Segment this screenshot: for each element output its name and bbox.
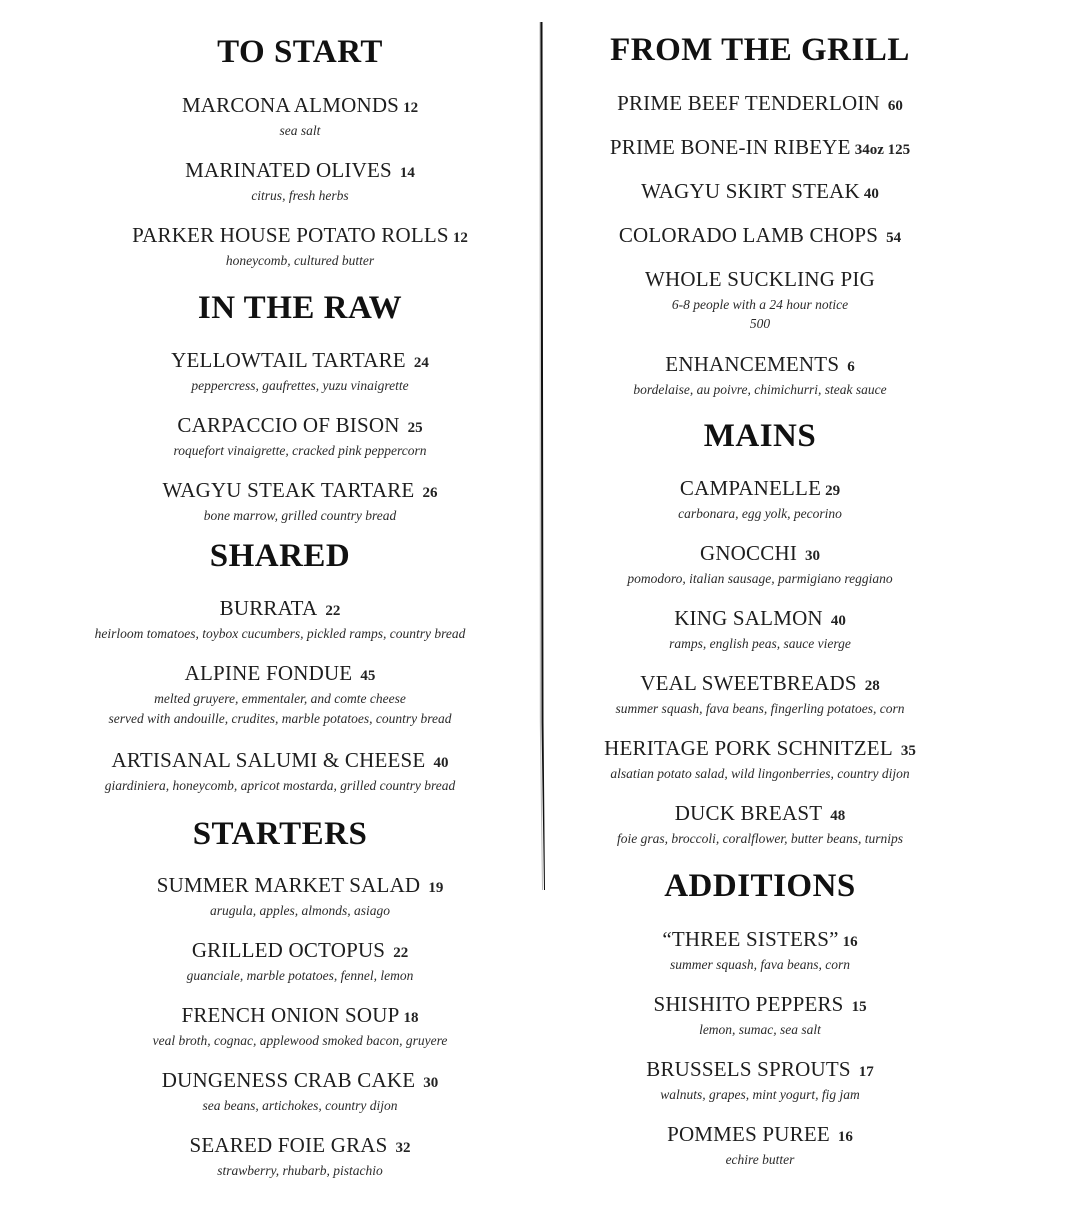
item-name: GRILLED OCTOPUS (191, 938, 386, 962)
item-name: ALPINE FONDUE (184, 661, 353, 685)
item-price: 25 (407, 420, 423, 436)
menu-item (80, 1070, 520, 1116)
item-price: 15 (851, 999, 867, 1015)
item-description: summer squash, fava beans, fingerling potatoes, corn (615, 701, 905, 716)
menu-item (560, 994, 960, 1040)
item-description: peppercress, gaufrettes, yuzu vinaigrette (191, 378, 409, 393)
item-description: guanciale, marble potatoes, fennel, lemon (186, 968, 414, 983)
item-price: 60 (887, 98, 903, 114)
item-description: strawberry, rhubarb, pistachio (217, 1163, 383, 1178)
item-name: SUMMER MARKET SALAD (156, 873, 421, 897)
item-name: WHOLE SUCKLING PIG (645, 267, 875, 291)
menu-item (560, 608, 960, 654)
item-description: pomodoro, italian sausage, parmigiano reggiano (627, 571, 893, 586)
item-price: 32 (395, 1140, 411, 1156)
item-price: 16 (837, 1129, 853, 1145)
menu-item (80, 940, 520, 986)
item-price: 18 (403, 1010, 419, 1026)
section-heading-from-the-grill: FROM THE GRILL (610, 32, 910, 68)
item-description: citrus, fresh herbs (251, 188, 349, 203)
item-description: summer squash, fava beans, corn (670, 957, 850, 972)
item-name: ARTISANAL SALUMI & CHEESE (111, 748, 426, 772)
item-description: heirloom tomatoes, toybox cucumbers, pickled ramps, country bread (94, 626, 466, 641)
item-description: ramps, english peas, sauce vierge (669, 636, 851, 651)
item-name: WAGYU SKIRT STEAK (641, 179, 860, 203)
menu-item (80, 875, 520, 921)
section-heading-mains: MAINS (703, 418, 817, 454)
item-price: 24 (413, 355, 429, 371)
item-name: KING SALMON (674, 606, 823, 630)
item-name: BURRATA (219, 596, 318, 620)
item-price: 22 (325, 603, 341, 619)
section-heading-shared: SHARED (209, 538, 351, 574)
item-name: SEARED FOIE GRAS (189, 1133, 388, 1157)
menu-item (560, 1059, 960, 1105)
menu-item (560, 1124, 960, 1170)
menu-item (80, 1005, 520, 1051)
item-description: arugula, apples, almonds, asiago (209, 903, 390, 918)
item-price: 12 (452, 230, 468, 246)
item-description: 6-8 people with a 24 hour notice (671, 297, 849, 312)
item-name: SHISHITO PEPPERS (653, 992, 844, 1016)
item-name: MARCONA ALMONDS (181, 93, 400, 117)
menu-item (80, 415, 520, 461)
item-name: VEAL SWEETBREADS (640, 671, 857, 695)
section-heading-in-the-raw: IN THE RAW (197, 290, 403, 326)
item-name: DUNGENESS CRAB CAKE (161, 1068, 416, 1092)
item-name: FRENCH ONION SOUP (181, 1003, 400, 1027)
menu-item (560, 543, 960, 589)
item-description: bone marrow, grilled country bread (203, 508, 397, 523)
item-description: bordelaise, au poivre, chimichurri, steak sauce (633, 382, 887, 397)
item-description: roquefort vinaigrette, cracked pink peppercorn (173, 443, 427, 458)
item-description: veal broth, cognac, applewood smoked bacon, gruyere (152, 1033, 448, 1048)
item-price: 40 (433, 755, 449, 771)
section-heading-additions: ADDITIONS (664, 868, 856, 904)
item-price: 12 (403, 100, 419, 116)
menu-item (560, 354, 960, 400)
item-description: sea salt (279, 123, 321, 138)
item-price: 17 (858, 1064, 874, 1080)
menu-item (40, 750, 520, 796)
menu-item (560, 93, 960, 115)
item-description: melted gruyere, emmentaler, and comte cheese (154, 691, 406, 706)
item-price: 30 (805, 548, 821, 564)
menu-item (80, 160, 520, 206)
item-name: GNOCCHI (699, 541, 798, 565)
item-description: giardiniera, honeycomb, apricot mostarda, grilled country bread (104, 778, 456, 793)
item-description: echire butter (725, 1152, 795, 1167)
item-price: 500 (749, 315, 771, 331)
item-price: 40 (863, 186, 879, 202)
menu-item (80, 1135, 520, 1181)
menu-item (560, 803, 960, 849)
item-price: 29 (825, 483, 841, 499)
menu-item (560, 738, 960, 784)
menu-item (80, 225, 520, 271)
menu-item (40, 598, 520, 644)
section-heading-to-start: TO START (217, 34, 383, 70)
item-price: 40 (830, 613, 846, 629)
column-divider (538, 22, 546, 892)
menu-item (80, 480, 520, 526)
menu-item (560, 673, 960, 719)
item-price: 48 (830, 808, 846, 824)
item-description: sea beans, artichokes, country dijon (202, 1098, 398, 1113)
menu-item (40, 663, 520, 728)
item-description: carbonara, egg yolk, pecorino (678, 506, 842, 521)
item-name: CARPACCIO OF BISON (177, 413, 400, 437)
item-price: 28 (864, 678, 880, 694)
item-name: ENHANCEMENTS (665, 352, 840, 376)
item-description: honeycomb, cultured butter (225, 253, 375, 268)
item-price: 16 (842, 934, 858, 950)
menu-item (560, 269, 960, 332)
menu-item (80, 350, 520, 396)
item-name: PRIME BONE-IN RIBEYE (609, 135, 851, 159)
item-description: walnuts, grapes, mint yogurt, fig jam (660, 1087, 860, 1102)
item-price: 22 (393, 945, 409, 961)
item-name: DUCK BREAST (674, 801, 823, 825)
item-description: alsatian potato salad, wild lingonberries, country dijon (610, 766, 910, 781)
item-description: foie gras, broccoli, coralflower, butter beans, turnips (617, 831, 903, 846)
item-price: 34oz 125 (854, 142, 911, 158)
item-price: 26 (422, 485, 438, 501)
section-heading-starters: STARTERS (192, 816, 368, 852)
item-price: 6 (847, 359, 855, 375)
item-price: 30 (423, 1075, 439, 1091)
menu-item (80, 95, 520, 141)
menu-item (560, 478, 960, 524)
item-price: 14 (399, 165, 415, 181)
item-description-line-2: served with andouille, crudites, marble potatoes, country bread (108, 710, 452, 726)
item-price: 35 (900, 743, 916, 759)
menu-item (560, 137, 960, 159)
item-description: lemon, sumac, sea salt (699, 1022, 821, 1037)
item-name: MARINATED OLIVES (185, 158, 392, 182)
item-name: COLORADO LAMB CHOPS (618, 223, 879, 247)
item-price: 54 (886, 230, 902, 246)
item-name: PARKER HOUSE POTATO ROLLS (132, 223, 449, 247)
menu-item (560, 181, 960, 203)
item-name: PRIME BEEF TENDERLOIN (617, 91, 880, 115)
item-name: HERITAGE PORK SCHNITZEL (604, 736, 893, 760)
item-price: 19 (428, 880, 444, 896)
item-price: 45 (360, 668, 376, 684)
item-name: POMMES PUREE (667, 1122, 830, 1146)
item-name: “THREE SISTERS” (662, 927, 839, 951)
menu-item (560, 225, 960, 247)
item-name: WAGYU STEAK TARTARE (162, 478, 415, 502)
item-name: BRUSSELS SPROUTS (646, 1057, 851, 1081)
item-name: YELLOWTAIL TARTARE (171, 348, 406, 372)
item-name: CAMPANELLE (679, 476, 822, 500)
menu-item (560, 929, 960, 975)
